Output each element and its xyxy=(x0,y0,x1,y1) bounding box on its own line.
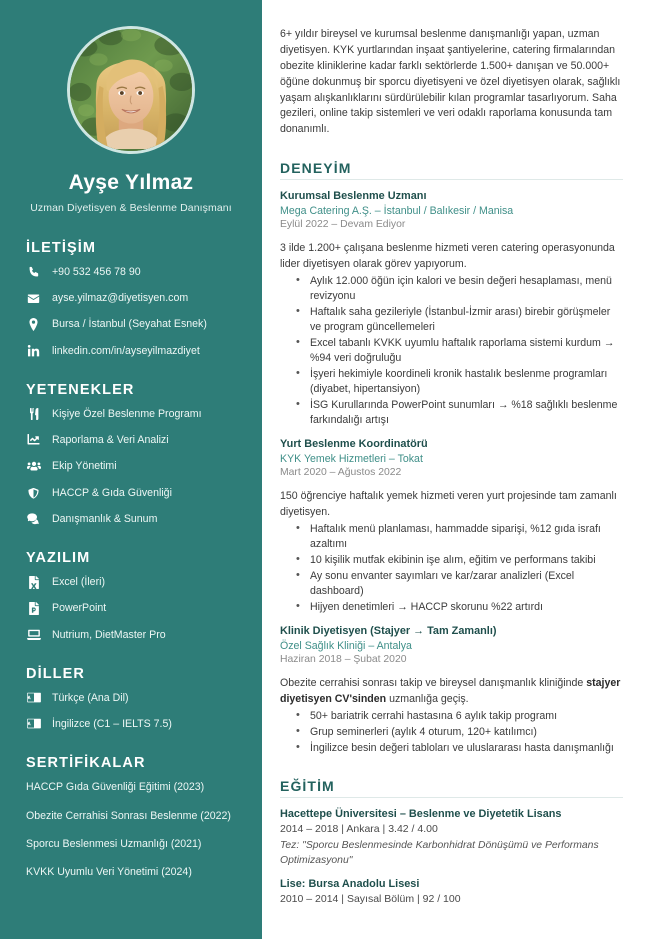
photo-container xyxy=(0,0,262,154)
skill-item xyxy=(26,460,240,473)
utensils-icon xyxy=(26,408,41,420)
education-entry xyxy=(280,877,623,907)
job-bullet-list xyxy=(280,274,623,428)
job-description xyxy=(280,676,623,707)
job-bullet-list xyxy=(280,522,623,615)
job-bullet: • İSG Kurullarında PowerPoint sunumları → %18 sağlıklı beslenme farkındalığı artışı xyxy=(310,398,623,428)
file-powerpoint-icon xyxy=(26,602,41,615)
software-item xyxy=(26,629,240,642)
skill-item xyxy=(26,513,240,526)
avatar-illustration xyxy=(70,29,192,151)
education-title: Lise: Bursa Anadolu Lisesi xyxy=(280,877,420,890)
phone-icon xyxy=(26,266,41,279)
job-description: 150 öğrenciye haftalık yemek hizmeti veren yurt projesinde tam zamanlı diyetisyen. xyxy=(280,490,617,518)
job-bullet: • Haftalık saha gezileriyle (İstanbul-İzmir arası) birebir görüşmeler ve program güncellemeleri xyxy=(310,305,623,335)
envelope-icon xyxy=(26,292,41,305)
skill-label: Kişiye Özel Beslenme Programı xyxy=(52,407,202,420)
contact-section xyxy=(0,240,262,879)
experience-entry xyxy=(280,189,623,428)
sidebar xyxy=(0,0,262,939)
skills-heading: YETENEKLER xyxy=(26,381,135,398)
job-bullet: • İşyeri hekimiyle koordineli kronik hastalık beslenme programları (diyabet, hipertansiyon) xyxy=(310,367,623,397)
software-heading: YAZILIM xyxy=(26,550,91,567)
experience-entry xyxy=(280,624,623,756)
job-bullet: • 10 kişilik mutfak ekibinin işe alım, eğitim ve performans takibi xyxy=(310,553,623,568)
skill-label: Danışmanlık & Sunum xyxy=(52,512,158,525)
laptop-icon xyxy=(26,629,41,640)
job-organization: Mega Catering A.Ş. – İstanbul / Balıkesir / Manisa xyxy=(280,204,514,217)
language-icon xyxy=(26,692,41,703)
software-label: PowerPoint xyxy=(52,602,107,615)
experience-heading: DENEYİM xyxy=(280,160,623,180)
job-bullet: • Haftalık menü planlaması, hammadde siparişi, %12 gıda israfı azaltımı xyxy=(310,522,623,552)
linkedin-icon xyxy=(26,345,41,358)
job-description-pre: Obezite cerrahisi sonrası takip ve bireysel danışmanlık kliniğinde xyxy=(280,677,587,690)
shield-icon xyxy=(26,487,41,500)
language-label: İngilizce (C1 – IELTS 7.5) xyxy=(52,718,172,731)
job-title: Yurt Beslenme Koordinatörü xyxy=(280,438,428,451)
job-role-subtitle: Uzman Diyetisyen & Beslenme Danışmanı xyxy=(30,202,232,214)
job-organization: KYK Yemek Hizmetleri – Tokat xyxy=(280,453,423,466)
chart-line-icon xyxy=(26,434,41,446)
professional-summary: 6+ yıldır bireysel ve kurumsal beslenme danışmanlığı yapan, uzman diyetisyen. KYK yurtlarından inşaat şantiyelerine, catering firmalarından obezite kliniklerine kadar farklı sektörlerde 1.500+ danışan ve 50.000+ öğüne dokunmuş bir sporcu diyetisyeni ve özel diyetisyen olarak, sağlıklı yaşam alışkanlıklarını sürdürülebilir kılan programlar tasarlıyorum. Saha gezileri, online takip sistemleri ve veri odaklı raporlama konusunda tam donanımlı. xyxy=(280,28,621,136)
location-text: Bursa / İstanbul (Seyahat Esnek) xyxy=(52,318,207,331)
certificate-item: KVKK Uyumlu Veri Yönetimi (2024) xyxy=(26,865,192,878)
skill-label: HACCP & Gıda Güvenliği xyxy=(52,486,172,499)
full-name: Ayşe Yılmaz xyxy=(68,171,194,194)
skill-item xyxy=(26,487,240,500)
main-content xyxy=(262,0,647,939)
education-meta: 2010 – 2014 | Sayısal Bölüm | 92 / 100 xyxy=(280,893,461,906)
comments-icon xyxy=(26,513,41,525)
education-thesis: Tez: "Sporcu Beslenmesinde Karbonhidrat Dönüşümü ve Performans Optimizasyonu" xyxy=(280,839,599,866)
job-dates: Mart 2020 – Ağustos 2022 xyxy=(280,467,402,479)
certificates-heading: SERTİFİKALAR xyxy=(26,755,146,772)
certificate-item: HACCP Gıda Güvenliği Eğitimi (2023) xyxy=(26,781,205,794)
users-icon xyxy=(26,460,41,472)
education-title: Hacettepe Üniversitesi – Beslenme ve Diyetetik Lisans xyxy=(280,808,562,821)
file-excel-icon xyxy=(26,576,41,589)
language-item xyxy=(26,718,240,731)
skill-label: Ekip Yönetimi xyxy=(52,460,117,473)
job-bullet: • Aylık 12.000 öğün için kalori ve besin değeri hesaplaması, menü revizyonu xyxy=(310,274,623,304)
skill-item xyxy=(26,434,240,447)
software-item xyxy=(26,576,240,589)
job-description-post: uzmanlığa geçiş. xyxy=(386,692,469,705)
education-meta: 2014 – 2018 | Ankara | 3.42 / 4.00 xyxy=(280,823,438,836)
job-bullet: • 50+ bariatrik cerrahi hastasına 6 aylık takip programı xyxy=(310,709,623,724)
job-dates: Eylül 2022 – Devam Ediyor xyxy=(280,219,406,231)
contact-item-phone[interactable] xyxy=(26,266,240,279)
language-item xyxy=(26,692,240,705)
language-label: Türkçe (Ana Dil) xyxy=(52,691,129,704)
contact-heading: İLETİŞİM xyxy=(26,240,97,256)
phone-text: +90 532 456 78 90 xyxy=(52,266,141,278)
experience-entry xyxy=(280,437,623,615)
map-pin-icon xyxy=(26,318,41,331)
education-heading: EĞİTİM xyxy=(280,778,623,798)
job-bullet: • Ay sonu envanter sayımları ve kar/zarar analizleri (Excel dashboard) xyxy=(310,569,623,599)
job-bullet: • Hijyen denetimleri → HACCP skorunu %22 artırdı xyxy=(310,600,623,615)
job-description-emphasis: stajyer diyetisyen CV'sinden xyxy=(280,677,621,705)
skill-item xyxy=(26,408,240,421)
software-label: Excel (İleri) xyxy=(52,576,105,589)
avatar xyxy=(67,26,195,154)
job-title: Klinik Diyetisyen (Stajyer → Tam Zamanlı) xyxy=(280,625,497,638)
job-bullet-list xyxy=(280,709,623,756)
job-title: Kurumsal Beslenme Uzmanı xyxy=(280,190,427,203)
certificate-item: Sporcu Beslenmesi Uzmanlığı (2021) xyxy=(26,837,202,850)
job-dates: Haziran 2018 – Şubat 2020 xyxy=(280,654,407,666)
education-entry xyxy=(280,807,623,868)
job-organization: Özel Sağlık Kliniği – Antalya xyxy=(280,640,412,653)
skill-label: Raporlama & Veri Analizi xyxy=(52,434,169,447)
job-description: 3 ilde 1.200+ çalışana beslenme hizmeti veren catering operasyonunda lider diyetisyen olarak görev yapıyorum. xyxy=(280,242,615,270)
contact-item-linkedin[interactable] xyxy=(26,345,240,358)
job-bullet: • İngilizce besin değeri tabloları ve uluslararası hasta danışmanlığı xyxy=(310,741,623,756)
languages-heading: DİLLER xyxy=(26,665,85,682)
contact-item-email[interactable] xyxy=(26,292,240,305)
software-label: Nutrium, DietMaster Pro xyxy=(52,628,166,641)
email-text: ayse.yilmaz@diyetisyen.com xyxy=(52,292,189,305)
language-icon xyxy=(26,718,41,729)
linkedin-text: linkedin.com/in/ayseyilmazdiyet xyxy=(52,344,200,357)
job-bullet: • Grup seminerleri (aylık 4 oturum, 120+ katılımcı) xyxy=(310,725,623,740)
certificate-item: Obezite Cerrahisi Sonrası Beslenme (2022) xyxy=(26,809,231,822)
software-item xyxy=(26,602,240,615)
contact-item-location xyxy=(26,318,240,331)
job-bullet: • Excel tabanlı KVKK uyumlu haftalık raporlama sistemi kurdum → %94 veri doğruluğu xyxy=(310,336,623,366)
